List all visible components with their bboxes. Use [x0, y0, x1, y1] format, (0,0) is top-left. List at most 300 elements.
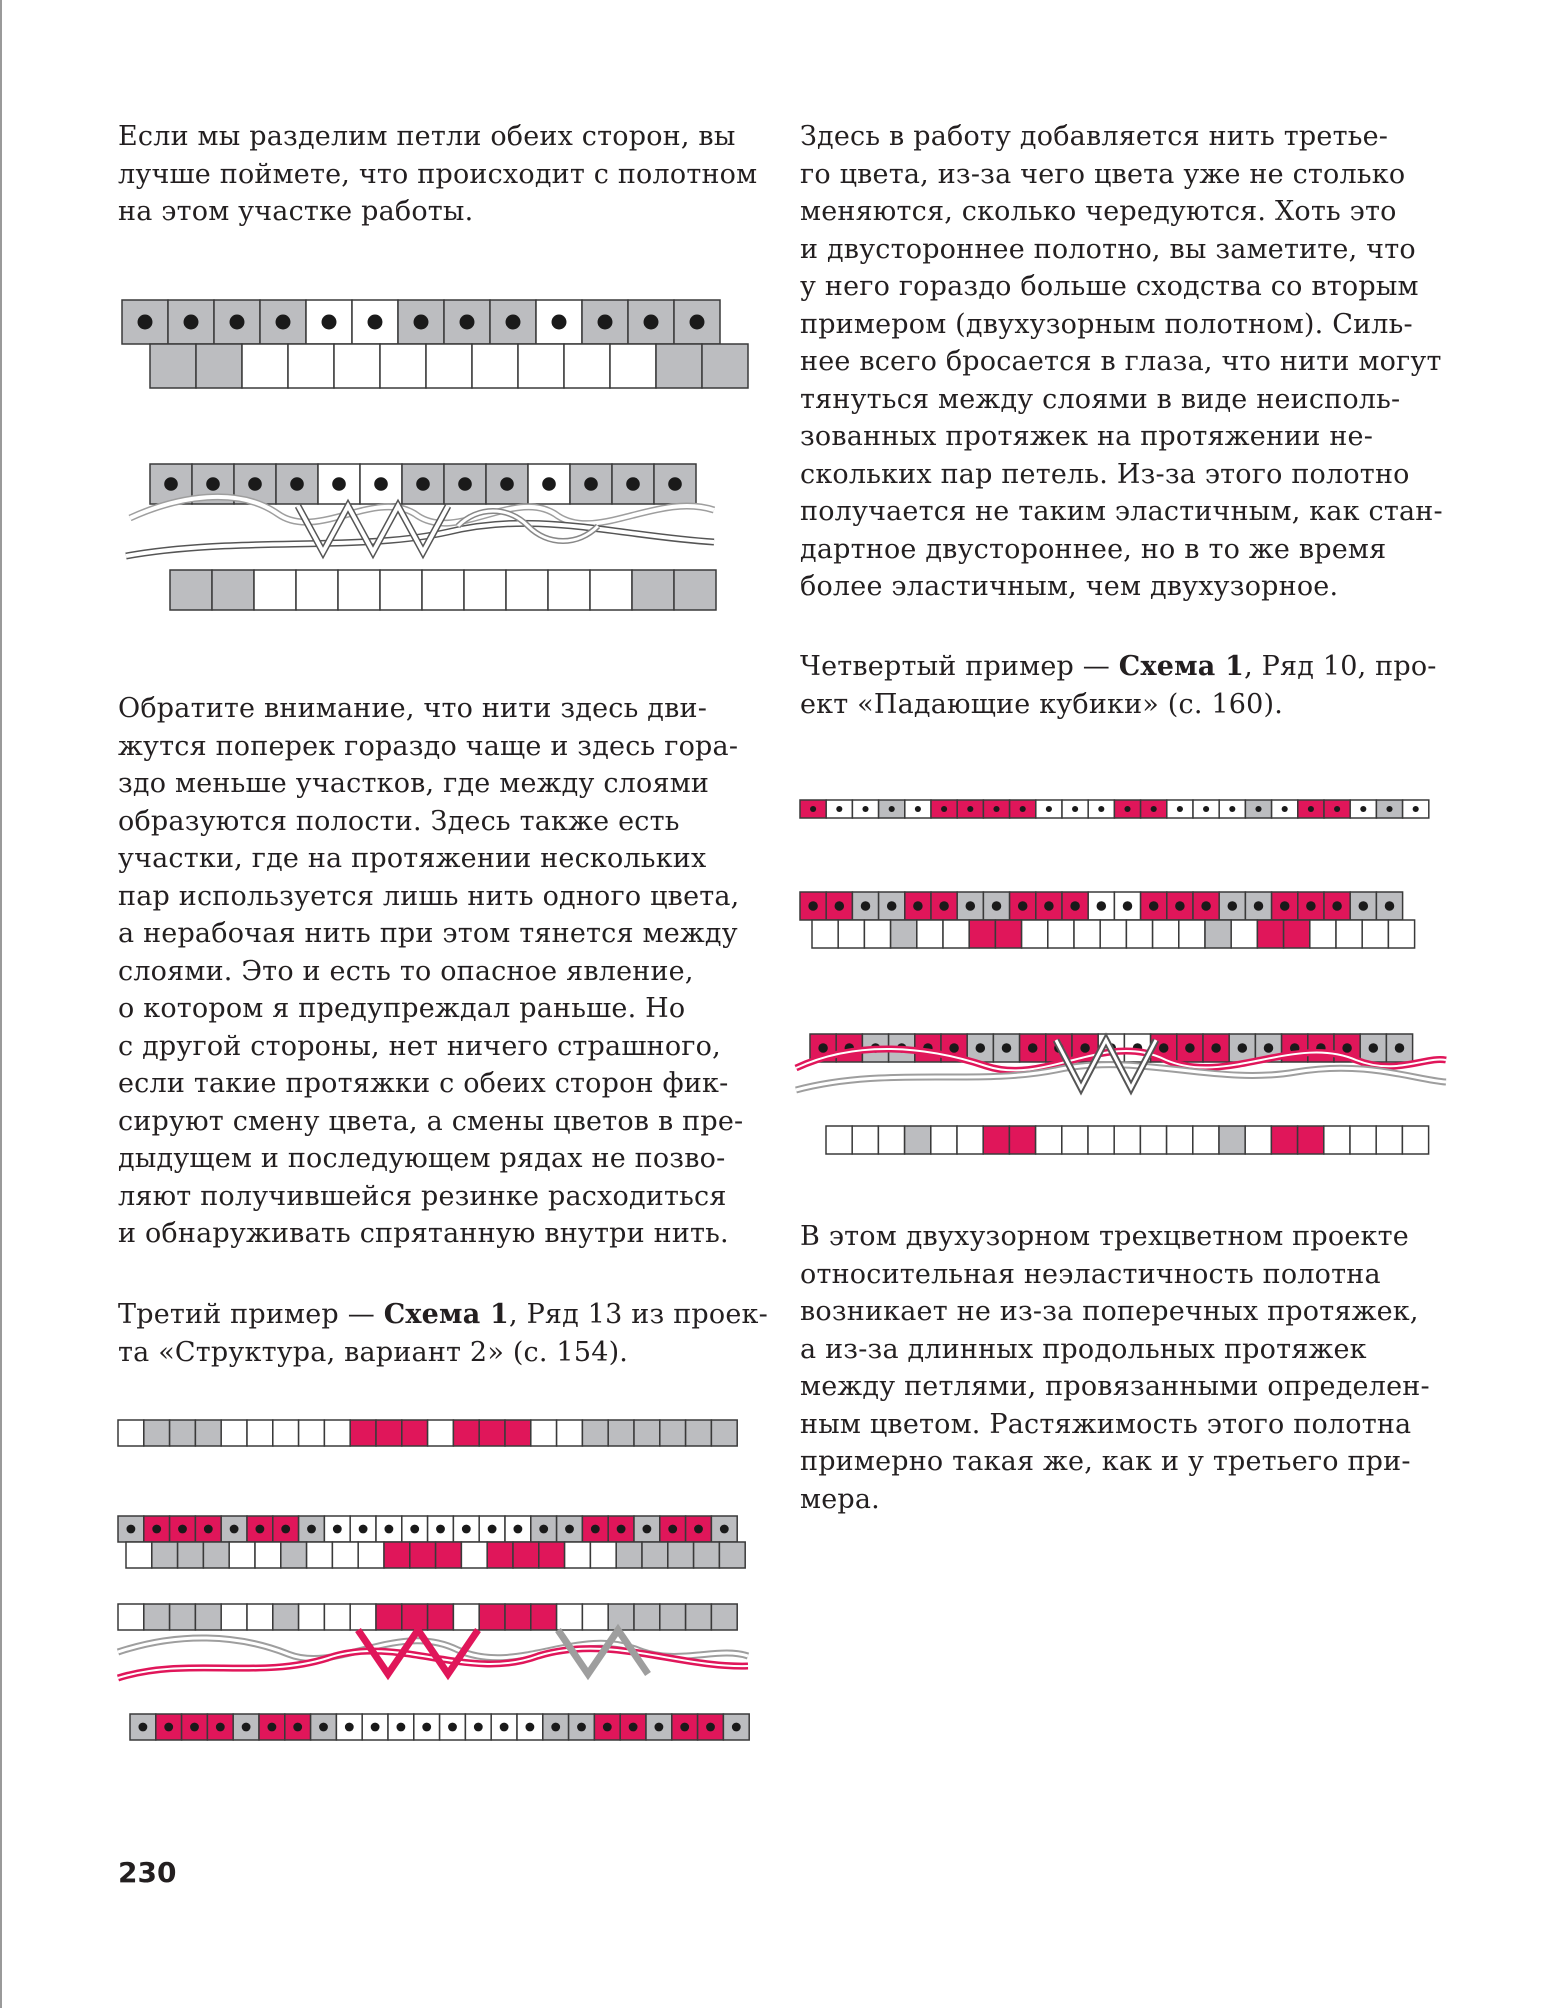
stitch-dot	[1282, 806, 1288, 812]
stitch-dot	[993, 806, 999, 812]
stitch-cell	[1074, 920, 1100, 948]
stitch-dot	[1360, 806, 1366, 812]
stitch-dot	[836, 806, 842, 812]
stitch-cell	[410, 1542, 436, 1568]
stitch-dot	[248, 477, 262, 491]
stitch-dot	[1097, 901, 1107, 911]
fig3-strands	[118, 1630, 748, 1678]
stitch-cell	[943, 920, 969, 948]
stitch-cell	[461, 1542, 487, 1568]
stitch-dot	[949, 1043, 959, 1053]
stitch-cell	[686, 1420, 712, 1446]
fig1-front-row	[122, 300, 720, 344]
stitch-dot	[1385, 901, 1395, 911]
stitch-dot	[500, 1723, 509, 1732]
stitch-dot	[1028, 1043, 1038, 1053]
stitch-cell	[426, 344, 472, 388]
stitch-cell	[642, 1542, 668, 1568]
stitch-cell	[118, 1420, 144, 1446]
stitch-cell	[472, 344, 518, 388]
stitch-cell	[1100, 920, 1126, 948]
stitch-dot	[1185, 1043, 1195, 1053]
stitch-cell	[428, 1604, 454, 1630]
stitch-dot	[584, 477, 598, 491]
stitch-dot	[1369, 1043, 1379, 1053]
stitch-cell	[299, 1420, 325, 1446]
stitch-cell	[118, 1604, 144, 1630]
stitch-cell	[660, 1420, 686, 1446]
stitch-dot	[436, 1525, 445, 1534]
stitch-dot	[1228, 901, 1238, 911]
stitch-dot	[1044, 901, 1054, 911]
stitch-dot	[629, 1723, 638, 1732]
stitch-cell	[221, 1604, 247, 1630]
stitch-cell	[826, 1126, 852, 1154]
stitch-cell	[674, 570, 716, 610]
paragraph-threads-cross: Обратите внимание, что нити здесь дви- жутся поперек гораздо чаще и здесь гора- здо меньше участков, где между слоями образуются полости. Здесь также есть участки, где на протяжении нескольких пар используется лишь нить одного цвета, а нерабочая нить при этом тянется между слоями. Это и есть то опасное явление, о котором я предупреждал раньше. Но с другой стороны, нет ничего страшного, если такие протяжки с обеих сторон фик- сируют смену цвета, а смены цветов в пре- дыдущем и последующем рядах не позво- ляют получившейся резинке расходиться и обнаруживать спрятанную внутри нить.	[118, 693, 744, 1249]
stitch-cell	[229, 1542, 255, 1568]
stitch-dot	[642, 1525, 651, 1534]
stitch-dot	[1151, 806, 1157, 812]
stitch-dot	[276, 315, 291, 330]
stitch-dot	[810, 806, 816, 812]
stitch-cell	[668, 1542, 694, 1568]
stitch-dot	[152, 1525, 161, 1534]
stitch-dot	[458, 477, 472, 491]
stitch-dot	[345, 1723, 354, 1732]
stitch-dot	[835, 901, 845, 911]
stitch-dot	[374, 477, 388, 491]
stitch-cell	[1062, 1126, 1088, 1154]
stitch-dot	[333, 1525, 342, 1534]
stitch-cell	[126, 1542, 152, 1568]
stitch-dot	[690, 315, 705, 330]
stitch-cell	[838, 920, 864, 948]
fig4-bottom-back-row	[826, 1126, 1429, 1154]
stitch-dot	[577, 1723, 586, 1732]
stitch-cell	[242, 344, 288, 388]
stitch-cell	[1245, 1126, 1271, 1154]
stitch-cell	[1009, 1126, 1035, 1154]
stitch-cell	[1126, 920, 1152, 948]
stitch-cell	[170, 1604, 196, 1630]
stitch-dot	[1203, 806, 1209, 812]
stitch-cell	[376, 1604, 402, 1630]
stitch-cell	[1324, 1126, 1350, 1154]
stitch-cell	[254, 570, 296, 610]
stitch-cell	[582, 1604, 608, 1630]
stitch-cell	[505, 1420, 531, 1446]
stitch-dot	[290, 477, 304, 491]
figure-example-four	[796, 790, 1446, 1170]
stitch-cell	[384, 1542, 410, 1568]
stitch-cell	[931, 1126, 957, 1154]
stitch-cell	[152, 1542, 178, 1568]
fig3-back-row	[126, 1542, 745, 1568]
page-edge	[0, 0, 2, 2008]
stitch-cell	[1336, 920, 1362, 948]
stitch-cell	[402, 1420, 428, 1446]
stitch-dot	[1046, 806, 1052, 812]
stitch-dot	[1229, 806, 1235, 812]
stitch-cell	[610, 344, 656, 388]
stitch-cell	[1298, 1126, 1324, 1154]
stitch-dot	[720, 1525, 729, 1534]
stitch-dot	[500, 477, 514, 491]
stitch-cell	[694, 1542, 720, 1568]
stitch-dot	[976, 1043, 986, 1053]
stitch-dot	[552, 315, 567, 330]
stitch-dot	[359, 1525, 368, 1534]
stitch-cell	[557, 1420, 583, 1446]
stitch-cell	[812, 920, 838, 948]
stitch-cell	[212, 570, 254, 610]
stitch-dot	[164, 477, 178, 491]
stitch-cell	[518, 344, 564, 388]
stitch-cell	[531, 1420, 557, 1446]
stitch-dot	[1395, 1043, 1405, 1053]
stitch-cell	[1231, 920, 1257, 948]
fig1-strands	[126, 497, 714, 556]
figure-example-three	[118, 1420, 758, 1750]
stitch-cell	[334, 344, 380, 388]
stitch-cell	[221, 1420, 247, 1446]
stitch-dot	[626, 477, 640, 491]
stitch-cell	[1036, 1126, 1062, 1154]
stitch-dot	[654, 1723, 663, 1732]
stitch-cell	[983, 1126, 1009, 1154]
stitch-cell	[1022, 920, 1048, 948]
stitch-dot	[861, 901, 871, 911]
stitch-dot	[190, 1723, 199, 1732]
stitch-cell	[702, 344, 748, 388]
stitch-dot	[1159, 1043, 1169, 1053]
stitch-cell	[590, 570, 632, 610]
stitch-cell	[196, 344, 242, 388]
stitch-dot	[307, 1525, 316, 1534]
stitch-dot	[644, 315, 659, 330]
stitch-dot	[889, 806, 895, 812]
stitch-dot	[368, 315, 383, 330]
stitch-cell	[422, 570, 464, 610]
stitch-cell	[548, 570, 590, 610]
fig3-bottom-front-row	[118, 1604, 737, 1630]
stitch-cell	[1167, 1126, 1193, 1154]
stitch-dot	[1332, 901, 1342, 911]
stitch-cell	[531, 1604, 557, 1630]
stitch-cell	[1284, 920, 1310, 948]
stitch-dot	[396, 1723, 405, 1732]
stitch-dot	[513, 1525, 522, 1534]
stitch-dot	[414, 315, 429, 330]
stitch-dot	[322, 315, 337, 330]
stitch-cell	[506, 570, 548, 610]
stitch-dot	[680, 1723, 689, 1732]
stitch-dot	[1123, 901, 1133, 911]
stitch-dot	[230, 1525, 239, 1534]
stitch-dot	[603, 1723, 612, 1732]
stitch-dot	[216, 1723, 225, 1732]
stitch-dot	[422, 1723, 431, 1732]
fig1-back-row	[150, 344, 748, 388]
stitch-cell	[969, 920, 995, 948]
stitch-dot	[164, 1723, 173, 1732]
stitch-dot	[460, 315, 475, 330]
stitch-cell	[1257, 920, 1283, 948]
stitch-cell	[464, 570, 506, 610]
stitch-cell	[195, 1604, 221, 1630]
stitch-dot	[281, 1525, 290, 1534]
stitch-cell	[616, 1542, 642, 1568]
stitch-dot	[1306, 901, 1316, 911]
stitch-dot	[1149, 901, 1159, 911]
stitch-cell	[281, 1542, 307, 1568]
stitch-cell	[358, 1542, 384, 1568]
fig4-chart-row	[800, 800, 1429, 818]
stitch-dot	[808, 901, 818, 911]
stitch-dot	[488, 1525, 497, 1534]
stitch-dot	[1072, 806, 1078, 812]
stitch-dot	[1070, 901, 1080, 911]
stitch-dot	[1018, 901, 1028, 911]
stitch-cell	[380, 570, 422, 610]
stitch-dot	[598, 315, 613, 330]
fig4-front-row	[800, 892, 1403, 920]
stitch-dot	[138, 1723, 147, 1732]
stitch-cell	[686, 1604, 712, 1630]
stitch-cell	[660, 1604, 686, 1630]
stitch-dot	[887, 901, 897, 911]
stitch-dot	[1359, 901, 1369, 911]
stitch-dot	[941, 806, 947, 812]
stitch-dot	[126, 1525, 135, 1534]
stitch-cell	[608, 1420, 634, 1446]
stitch-cell	[656, 344, 702, 388]
stitch-dot	[1080, 1043, 1090, 1053]
stitch-cell	[634, 1604, 660, 1630]
stitch-cell	[150, 344, 196, 388]
stitch-cell	[1271, 1126, 1297, 1154]
stitch-cell	[1376, 1126, 1402, 1154]
stitch-cell	[1388, 920, 1414, 948]
stitch-cell	[957, 1126, 983, 1154]
stitch-dot	[416, 477, 430, 491]
stitch-dot	[1177, 806, 1183, 812]
stitch-cell	[195, 1420, 221, 1446]
stitch-dot	[1280, 901, 1290, 911]
stitch-cell	[905, 1126, 931, 1154]
stitch-dot	[371, 1723, 380, 1732]
stitch-cell	[1219, 1126, 1245, 1154]
stitch-cell	[852, 1126, 878, 1154]
stitch-dot	[138, 315, 153, 330]
stitch-dot	[332, 477, 346, 491]
stitch-cell	[338, 570, 380, 610]
stitch-dot	[1211, 1043, 1221, 1053]
stitch-dot	[1254, 901, 1264, 911]
stitch-cell	[479, 1604, 505, 1630]
stitch-cell	[1193, 1126, 1219, 1154]
paragraph-two-pattern-three-color: В этом двухузорном трехцветном проекте относительная неэластичность полотна возникает не из-за поперечных протяжек, а из-за длинных продольных протяжек между петлями, провязанными определен- ным цветом. Растяжимость этого полотна примерно такая же, как и у третьего при- мера.	[800, 1221, 1430, 1515]
example-four-caption: Четвертый пример — Схема 1, Ряд 10, про- ект «Падающие кубики» (с. 160).	[800, 651, 1437, 720]
stitch-cell	[539, 1542, 565, 1568]
figure-two-side-split	[118, 296, 738, 626]
stitch-cell	[324, 1420, 350, 1446]
stitch-dot	[410, 1525, 419, 1534]
stitch-dot	[565, 1525, 574, 1534]
stitch-cell	[564, 344, 610, 388]
stitch-dot	[525, 1723, 534, 1732]
stitch-cell	[273, 1420, 299, 1446]
stitch-dot	[539, 1525, 548, 1534]
stitch-dot	[1124, 806, 1130, 812]
stitch-dot	[967, 806, 973, 812]
stitch-cell	[878, 1126, 904, 1154]
stitch-dot	[1308, 806, 1314, 812]
stitch-cell	[590, 1542, 616, 1568]
stitch-dot	[1098, 806, 1104, 812]
stitch-dot	[474, 1723, 483, 1732]
stitch-dot	[255, 1525, 264, 1534]
stitch-cell	[247, 1420, 273, 1446]
stitch-cell	[1114, 1126, 1140, 1154]
stitch-dot	[506, 315, 521, 330]
stitch-dot	[913, 901, 923, 911]
stitch-cell	[719, 1542, 745, 1568]
page-number: 230	[118, 1856, 177, 1889]
stitch-dot	[551, 1723, 560, 1732]
stitch-dot	[966, 901, 976, 911]
fig3-bottom-back-row	[130, 1714, 749, 1740]
stitch-cell	[864, 920, 890, 948]
stitch-cell	[1088, 1126, 1114, 1154]
stitch-dot	[1413, 806, 1419, 812]
stitch-cell	[1402, 1126, 1428, 1154]
stitch-dot	[384, 1525, 393, 1534]
stitch-cell	[296, 570, 338, 610]
stitch-dot	[732, 1723, 741, 1732]
stitch-cell	[634, 1420, 660, 1446]
stitch-dot	[204, 1525, 213, 1534]
stitch-cell	[402, 1604, 428, 1630]
stitch-cell	[203, 1542, 229, 1568]
stitch-cell	[428, 1420, 454, 1446]
stitch-dot	[206, 477, 220, 491]
stitch-cell	[350, 1420, 376, 1446]
stitch-cell	[436, 1542, 462, 1568]
stitch-cell	[453, 1420, 479, 1446]
stitch-cell	[487, 1542, 513, 1568]
stitch-cell	[565, 1542, 591, 1568]
stitch-dot	[319, 1723, 328, 1732]
stitch-cell	[307, 1542, 333, 1568]
stitch-cell	[1140, 1126, 1166, 1154]
stitch-dot	[448, 1723, 457, 1732]
stitch-cell	[376, 1420, 402, 1446]
stitch-dot	[992, 901, 1002, 911]
stitch-dot	[178, 1525, 187, 1534]
stitch-cell	[711, 1420, 737, 1446]
fig1-bottom-back-row	[170, 570, 716, 610]
stitch-dot	[1342, 1043, 1352, 1053]
stitch-cell	[332, 1542, 358, 1568]
stitch-cell	[144, 1604, 170, 1630]
stitch-cell	[608, 1604, 634, 1630]
paragraph-third-color: Здесь в работу добавляется нить третье- го цвета, из-за чего цвета уже не столько меняются, сколько чередуются. Хоть это и двустороннее полотно, вы заметите, что у него гораздо больше сходства со вторым примером (двухузорным полотном). Силь- нее всего бросается в глаза, что нити могут тянуться между слоями в виде неисполь- зованных протяжек на протяжении не- скольких пар петель. Из-за этого полотно получается не таким эластичным, как стан- дартное двустороннее, но в то же время более эластичным, чем двухузорное.	[800, 121, 1443, 602]
stitch-cell	[557, 1604, 583, 1630]
stitch-dot	[668, 477, 682, 491]
stitch-cell	[479, 1420, 505, 1446]
stitch-cell	[170, 570, 212, 610]
stitch-cell	[632, 570, 674, 610]
stitch-cell	[170, 1420, 196, 1446]
stitch-cell	[255, 1542, 281, 1568]
example-three-caption: Третий пример — Схема 1, Ряд 13 из проек- та «Структура, вариант 2» (с. 154).	[118, 1299, 768, 1368]
stitch-cell	[144, 1420, 170, 1446]
stitch-dot	[1020, 806, 1026, 812]
stitch-dot	[1238, 1043, 1248, 1053]
stitch-dot	[1002, 1043, 1012, 1053]
stitch-dot	[694, 1525, 703, 1534]
stitch-dot	[1201, 901, 1211, 911]
stitch-cell	[582, 1420, 608, 1446]
fig3-chart-row	[118, 1420, 737, 1446]
stitch-dot	[1334, 806, 1340, 812]
stitch-cell	[247, 1604, 273, 1630]
stitch-dot	[1264, 1043, 1274, 1053]
stitch-cell	[1310, 920, 1336, 948]
stitch-cell	[350, 1604, 376, 1630]
stitch-cell	[288, 344, 334, 388]
stitch-dot	[915, 806, 921, 812]
stitch-dot	[818, 1043, 828, 1053]
stitch-dot	[862, 806, 868, 812]
stitch-cell	[1362, 920, 1388, 948]
fig4-back-row	[812, 920, 1415, 948]
stitch-cell	[917, 920, 943, 948]
stitch-dot	[939, 901, 949, 911]
stitch-cell	[299, 1604, 325, 1630]
stitch-dot	[1255, 806, 1261, 812]
stitch-dot	[706, 1723, 715, 1732]
stitch-dot	[1386, 806, 1392, 812]
stitch-cell	[380, 344, 426, 388]
stitch-cell	[505, 1604, 531, 1630]
stitch-cell	[178, 1542, 204, 1568]
paragraph-separate-loops: Если мы разделим петли обеих сторон, вы лучше поймете, что происходит с полотном на этом участке работы.	[118, 121, 758, 227]
stitch-dot	[230, 315, 245, 330]
stitch-cell	[1048, 920, 1074, 948]
stitch-cell	[324, 1604, 350, 1630]
stitch-dot	[617, 1525, 626, 1534]
stitch-dot	[462, 1525, 471, 1534]
stitch-dot	[591, 1525, 600, 1534]
stitch-cell	[513, 1542, 539, 1568]
stitch-cell	[711, 1604, 737, 1630]
stitch-dot	[242, 1723, 251, 1732]
stitch-cell	[1153, 920, 1179, 948]
stitch-dot	[668, 1525, 677, 1534]
stitch-dot	[1175, 901, 1185, 911]
fig3-front-row	[118, 1516, 737, 1542]
stitch-dot	[267, 1723, 276, 1732]
stitch-dot	[184, 315, 199, 330]
stitch-cell	[995, 920, 1021, 948]
stitch-cell	[1179, 920, 1205, 948]
stitch-dot	[293, 1723, 302, 1732]
stitch-cell	[453, 1604, 479, 1630]
stitch-cell	[891, 920, 917, 948]
